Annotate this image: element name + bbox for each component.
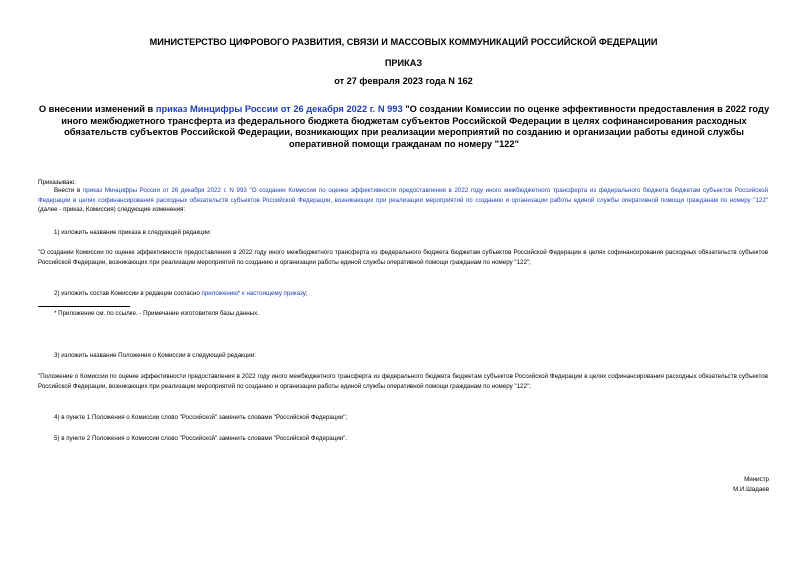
intro-prefix: Внести в: [54, 187, 83, 194]
title-order-link[interactable]: приказ Минцифры России от 26 декабря 2022 г. N 993: [155, 104, 403, 114]
item-2: [38, 289, 768, 299]
footnote: * Приложение см. по ссылке. - Примечание изготовителя базы данных.: [54, 310, 259, 317]
title-prefix: О внесении изменений в: [38, 104, 156, 114]
ministry-heading: МИНИСТЕРСТВО ЦИФРОВОГО РАЗВИТИЯ, СВЯЗИ И МАССОВЫХ КОММУНИКАЦИЙ РОССИЙСКОЙ ФЕДЕРАЦИИ: [149, 37, 658, 47]
date-number-heading: от 27 февраля 2023 года N 162: [334, 76, 473, 86]
quote-3: "Положение о Комиссии по оценке эффективности предоставления в 2022 году иного межбюджетного трансферта из федерального бюджета бюджетам субъектов Российской Федерации в целях софинансирования расходных обязательств субъектов Российской Федерации, возникающих при реализации мероприятий по созданию и организации работы единой службы оперативной помощи гражданам по номеру "122";: [38, 373, 768, 390]
item-1: 1) изложить название приказа в следующей редакции:: [54, 229, 212, 236]
item-3: 3) изложить название Положения о Комиссии в следующей редакции:: [54, 352, 256, 359]
intro-order-link[interactable]: приказ Минцифры России от 26 декабря 2022 г. N 993 "О создании Комиссии по оценке эффективности предоставления в 2022 году иного межбюджетного трансферта из федерального бюджета бюджетам субъектов Российской Федерации в целях софинансирования расходных обязательств субъектов Российской Федерации, возникающих при реализации мероприятий по созданию и организации работы единой службы оперативной помощи гражданам по номеру "122": [38, 187, 768, 204]
item-4: 4) в пункте 1 Положения о Комиссии слово "Российской" заменить словами "Российской Федерации";: [54, 414, 348, 421]
item-2-prefix: 2) изложить состав Комиссии в редакции согласно: [54, 290, 202, 297]
order-word: Приказываю:: [38, 179, 76, 186]
item-2-suffix: ;: [305, 290, 308, 297]
doc-type-heading: ПРИКАЗ: [384, 58, 423, 68]
intro-rest: (далее - приказ, Комиссия) следующие изменения:: [38, 206, 186, 214]
document-title: [38, 104, 770, 150]
item-5: 5) в пункте 2 Положения о Комиссии слово "Российской" заменить словами "Российской Федерации".: [54, 435, 348, 442]
intro-paragraph: [38, 186, 768, 215]
signatory-name: М.И.Шадаев: [733, 486, 769, 493]
title-rest: "О создании Комиссии по оценке эффективности предоставления в 2022 году иного межбюджетного трансферта из федерального бюджета бюджетам субъектов Российской Федерации в целях софинансирования расходных обязательств субъектов Российской Федерации, возникающих при реализации мероприятий по созданию и организации работы единой службы оперативной помощи гражданам по номеру "122": [61, 104, 770, 149]
appendix-link[interactable]: приложению* к настоящему приказу: [201, 290, 306, 297]
quote-1: "О создании Комиссии по оценке эффективности предоставления в 2022 году иного межбюджетного трансферта из федерального бюджета бюджетам субъектов Российской Федерации в целях софинансирования расходных обязательств субъектов Российской Федерации, возникающих при реализации мероприятий по созданию и организации работы единой службы оперативной помощи гражданам по номеру "122";: [38, 249, 768, 266]
footnote-divider: [38, 306, 130, 307]
signatory-position: Министр: [744, 476, 769, 483]
